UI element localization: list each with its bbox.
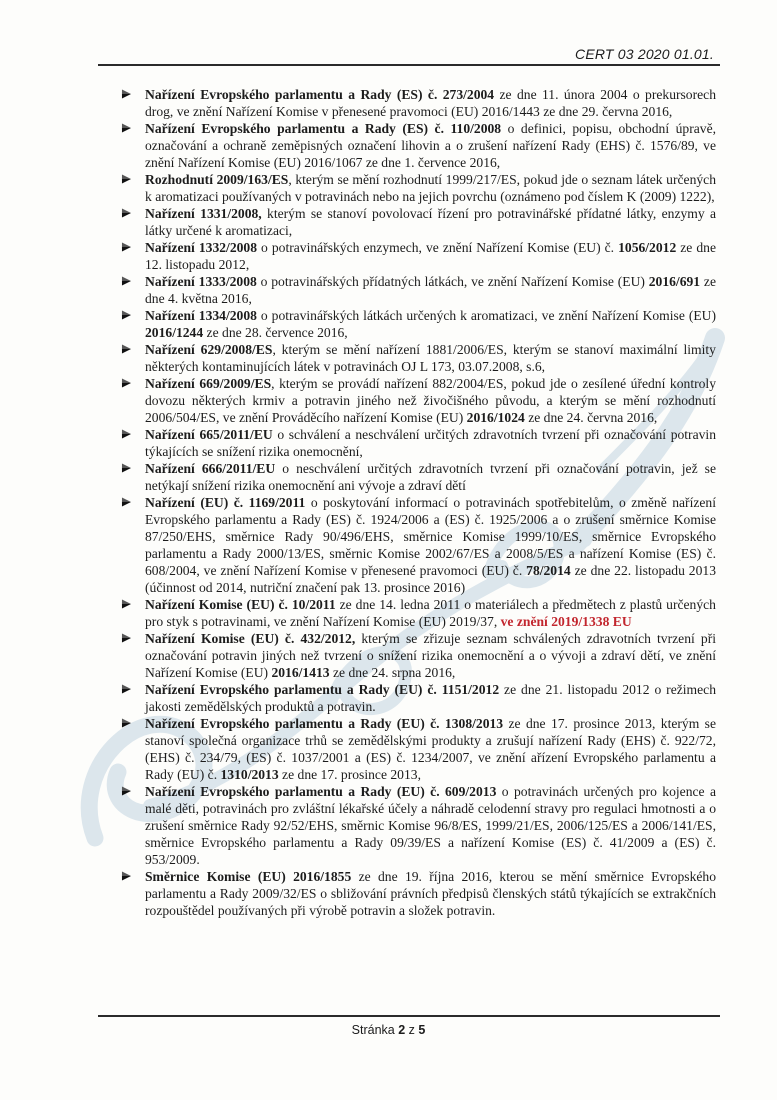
- arrowhead-right-icon: [121, 871, 132, 882]
- arrowhead-right-icon: [121, 276, 132, 287]
- footer-separator: z: [408, 1023, 415, 1037]
- footer-total-pages: 5: [418, 1023, 426, 1037]
- regulation-item: [120, 596, 716, 630]
- regulation-text: Nařízení Komise (EU) č. 10/2011 ze dne 14. ledna 2011 o materiálech a předmětech z plastů určených pro styk s potravinami, ve znění Nařízení Komise (EU) 2019/37, ve znění 2019/1338 EU: [145, 597, 716, 629]
- regulation-text: Nařízení 1334/2008 o potravinářských látkách určených k aromatizaci, ve znění Nařízení Komise (EU) 2016/1244 ze dne 28. července 2016,: [145, 308, 716, 340]
- regulation-text: Nařízení Evropského parlamentu a Rady (ES) č. 273/2004 ze dne 11. února 2004 o prekursorech drog, ve znění Nařízení Komise v přenesené pravomoci (EU) 2016/1443 ze dne 29. června 2016,: [145, 87, 716, 119]
- regulation-item: [120, 494, 716, 596]
- regulation-item: [120, 630, 716, 681]
- regulation-text: Nařízení Evropského parlamentu a Rady (ES) č. 110/2008 o definici, popisu, obchodní úpravě, označování a ochraně zeměpisných označení lihovin a o zrušení nařízení Rady (EHS) č. 1576/89, ve znění Nařízení Komise (EU) 2016/1067 ze dne 1. července 2016,: [145, 121, 716, 170]
- page-footer: [0, 1023, 777, 1037]
- arrowhead-right-icon: [121, 123, 132, 134]
- regulation-text: Nařízení 1331/2008, kterým se stanoví povolovací řízení pro potravinářské přídatné látky, enzymy a látky určené k aromatizaci,: [145, 206, 716, 238]
- header-divider: [98, 64, 720, 66]
- regulation-item: [120, 120, 716, 171]
- regulation-text: Nařízení Evropského parlamentu a Rady (EU) č. 1308/2013 ze dne 17. prosince 2013, kterým se stanoví společná organizace trhů se zemědělskými produkty a zrušují nařízení Rady (EHS) č. 922/72, (EHS) č. 234/79, (ES) č. 1037/2001 a (ES) č. 1234/2007, ve znění ařízení Evropského parlamentu a Rady (EU) č. 1310/2013 ze dne 17. prosince 2013,: [145, 716, 716, 782]
- regulation-text: Nařízení 665/2011/EU o schválení a neschválení určitých zdravotních tvrzení při označování potravin týkajících se snížení rizika onemocnění,: [145, 427, 716, 459]
- regulation-item: [120, 86, 716, 120]
- regulation-item: [120, 171, 716, 205]
- arrowhead-right-icon: [121, 633, 132, 644]
- regulation-text: Rozhodnutí 2009/163/ES, kterým se mění rozhodnutí 1999/217/ES, pokud jde o seznam látek určených k aromatizaci používaných v potravinách nebo na jejich povrchu (oznámeno pod číslem K (2009) 1222),: [145, 172, 716, 204]
- regulation-item: [120, 426, 716, 460]
- arrowhead-right-icon: [121, 497, 132, 508]
- arrowhead-right-icon: [121, 208, 132, 219]
- regulation-item: [120, 715, 716, 783]
- footer-page-number: 2: [398, 1023, 406, 1037]
- arrowhead-right-icon: [121, 463, 132, 474]
- regulation-item: [120, 681, 716, 715]
- arrowhead-right-icon: [121, 429, 132, 440]
- arrowhead-right-icon: [121, 684, 132, 695]
- arrowhead-right-icon: [121, 89, 132, 100]
- regulation-item: [120, 868, 716, 919]
- regulation-text: Nařízení 666/2011/EU o neschválení určitých zdravotních tvrzení při označování potravin, jež se netýkají snížení rizika onemocnění ani vývoje a zdraví dětí: [145, 461, 716, 493]
- arrowhead-right-icon: [121, 718, 132, 729]
- arrowhead-right-icon: [121, 378, 132, 389]
- regulation-item: [120, 307, 716, 341]
- regulation-text: Nařízení Evropského parlamentu a Rady (EU) č. 1151/2012 ze dne 21. listopadu 2012 o režimech jakosti zemědělských produktů a potravin.: [145, 682, 716, 714]
- regulation-item: [120, 341, 716, 375]
- regulation-text: Nařízení 1333/2008 o potravinářských přídatných látkách, ve znění Nařízení Komise (EU) 2016/691 ze dne 4. května 2016,: [145, 274, 716, 306]
- regulation-text: Směrnice Komise (EU) 2016/1855 ze dne 19. října 2016, kterou se mění směrnice Evropského parlamentu a Rady 2009/32/ES o sbližování právních předpisů členských států týkajících se extrakčních rozpouštědel používaných při výrobě potravin a složek potravin.: [145, 869, 717, 918]
- arrowhead-right-icon: [121, 310, 132, 321]
- regulation-item: [120, 205, 716, 239]
- regulation-item: [120, 239, 716, 273]
- regulation-item: [120, 273, 716, 307]
- regulation-text: Nařízení Evropského parlamentu a Rady (EU) č. 609/2013 o potravinách určených pro kojence a malé děti, potravinách pro zvláštní lékařské účely a náhradě celodenní stravy pro regulaci hmotnosti a o zrušení směrnice Rady 92/52/EHS, směrnic Komise 96/8/ES, 1999/21/ES, 2006/125/ES a 2006/141/ES, směrnice Evropského parlamentu a Rady 09/39/ES a nařízení Komise (ES) č. 41/2009 a (ES) č. 953/2009.: [145, 784, 717, 867]
- arrowhead-right-icon: [121, 242, 132, 253]
- regulation-item: [120, 783, 716, 868]
- arrowhead-right-icon: [121, 786, 132, 797]
- regulation-text: Nařízení 1332/2008 o potravinářských enzymech, ve znění Nařízení Komise (EU) č. 1056/2012 ze dne 12. listopadu 2012,: [145, 240, 716, 272]
- regulation-text: Nařízení 629/2008/ES, kterým se mění nařízení 1881/2006/ES, kterým se stanoví maximální limity některých kontaminujících látek v potravinách OJ L 173, 03.07.2008, s.6,: [145, 342, 716, 374]
- regulation-text: Nařízení 669/2009/ES, kterým se provádí nařízení 882/2004/ES, pokud jde o zesílené úřední kontroly dovozu některých krmiv a potravin jiného než živočišného původu, a kterým se mění rozhodnutí 2006/504/ES, ve znění Prováděcího nařízení Komise (EU) 2016/1024 ze dne 24. června 2016,: [145, 376, 716, 425]
- arrowhead-right-icon: [121, 599, 132, 610]
- document-code: CERT 03 2020 01.01.: [575, 46, 714, 62]
- regulation-item: [120, 460, 716, 494]
- regulation-list: [120, 86, 716, 919]
- regulation-item: [120, 375, 716, 426]
- arrowhead-right-icon: [121, 344, 132, 355]
- footer-label: Stránka: [351, 1023, 395, 1037]
- arrowhead-right-icon: [121, 174, 132, 185]
- regulation-text: Nařízení Komise (EU) č. 432/2012, kterým se zřizuje seznam schválených zdravotních tvrzení při označování potravin jiných než tvrzení o snížení rizika onemocnění a o vývoji a zdraví dětí, ve znění Nařízení Komise (EU) 2016/1413 ze dne 24. srpna 2016,: [145, 631, 716, 680]
- footer-divider: [98, 1015, 720, 1017]
- regulation-text: Nařízení (EU) č. 1169/2011 o poskytování informací o potravinách spotřebitelům, o změně nařízení Evropského parlamentu a Rady (ES) č. 1924/2006 a (ES) č. 1925/2006 a o zrušení směrnice Komise 87/250/EHS, směrnice Rady 90/496/EHS, směrnice Komise 1999/10/ES, směrnice Evropského parlamentu a Rady 2000/13/ES, směrnic Komise 2002/67/ES a 2008/5/ES a nařízení Komise (ES) č. 608/2004, ve znění Nařízení Komise v přenesené pravomoci (EU) č. 78/2014 ze dne 22. listopadu 2013 (účinnost od 2014, nutriční značení pak 13. prosince 2016): [145, 495, 716, 595]
